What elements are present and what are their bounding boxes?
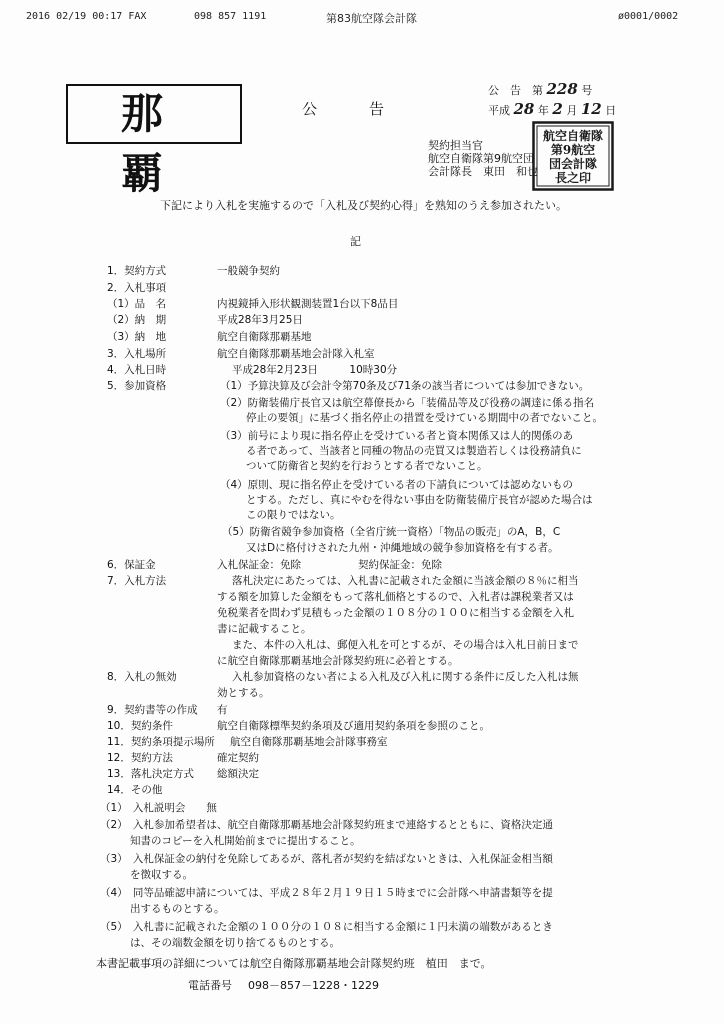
qualification-line: 停止の要領」に基づく指名停止の措置を受けている期間中の者でないこと。: [246, 412, 603, 424]
qualification-line: ついて防衛省と契約を行おうとする者でないこと。: [246, 460, 488, 472]
qualification-line: とする。ただし、真にやむを得ない事由を防衛装備庁長官が認めた場合は: [246, 494, 593, 506]
item-label: 4．入札日時: [107, 364, 167, 376]
bid-method-label: 7．入札方法: [107, 575, 167, 587]
qualification-line: （5）防衛省競争参加資格（全省庁統一資格）「物品の販売」のA，B，C: [222, 526, 561, 538]
naha-stamp: [66, 84, 242, 198]
bid-method-line: 落札決定にあたっては、入札書に記載された金額に当該金額の８％に相当: [232, 575, 579, 587]
qualification-line: （2）防衛装備庁長官又は航空幕僚長から「装備品等及び役務の調達に係る指名: [220, 397, 595, 409]
other-line: は、その端数金額を切り捨てるものとする。: [130, 937, 340, 949]
officer-title: 契約担当官: [428, 139, 483, 152]
footer-tel: 098－857－1228・1229: [248, 979, 379, 992]
item-label: 10．契約条件: [107, 720, 173, 732]
notice-month-unit: 月: [566, 104, 578, 117]
item-value: 航空自衛隊那覇基地会計隊入札室: [217, 348, 375, 360]
other-line: 知書のコピーを入札開始前までに提出すること。: [130, 835, 361, 847]
notice-month: 2: [552, 100, 563, 118]
item-value: 有: [217, 704, 228, 716]
bid-method-line: する額を加算した金額をもって落札価格とするので、入札者は課税業者又は: [217, 591, 574, 603]
notice-day-unit: 日: [605, 104, 617, 117]
notice-date: [488, 100, 616, 118]
officer-name: 会計隊長 東田 和也: [428, 165, 538, 178]
footer-contact: 本書記載事項の詳細については航空自衛隊那覇基地会計隊契約班 植田 まで。: [96, 957, 492, 970]
footer-tel-label: 電話番号: [188, 979, 232, 992]
seal-line-4: 長之印: [554, 171, 592, 185]
item-label: 1．契約方式: [107, 265, 167, 277]
fax-sender: 第83航空隊会計隊: [326, 12, 417, 25]
other-line: （1） 入札説明会 無: [100, 802, 217, 814]
item-label: 12．契約方法: [107, 752, 173, 764]
other-line: （4） 同等品確認申請については、平成２８年２月１９日１５時までに会計隊へ申請書類等を提: [100, 887, 553, 899]
naha-stamp-text: 那 覇: [120, 89, 187, 198]
item-label: 14．その他: [107, 784, 163, 796]
deposit-contract: 契約保証金：免除: [358, 559, 442, 571]
deposit-bid: 入札保証金：免除: [217, 559, 301, 571]
deposit-label: 6．保証金: [107, 559, 156, 571]
notice-prefix: 公 告 第: [488, 84, 543, 97]
item-value: 航空自衛隊那覇基地会計隊事務室: [230, 736, 388, 748]
bid-method-line: 書に記載すること。: [217, 623, 312, 635]
item-label: 9．契約書等の作成: [107, 704, 198, 716]
fax-datetime: 2016 02/19 00:17 FAX: [26, 11, 147, 22]
item-value: 平成28年3月25日: [217, 314, 303, 326]
other-line: （3） 入札保証金の納付を免除してあるが、落札者が契約を結ばないときは、入札保証金相当額: [100, 853, 553, 865]
other-line: （2） 入札参加希望者は、航空自衛隊那覇基地会計隊契約班まで連絡するとともに、資格決定通: [100, 819, 553, 831]
fax-number: 098 857 1191: [194, 11, 267, 22]
qualification-line: （1）予算決算及び会計令第70条及び71条の該当者については参加できない。: [220, 380, 590, 392]
item-label: （1）品 名: [107, 298, 167, 310]
item-label: 13．落札決定方式: [107, 768, 194, 780]
fax-page-number: ø0001/0002: [618, 11, 679, 22]
notice-year: 28: [513, 100, 535, 118]
ki-heading: 記: [350, 235, 361, 248]
item-label: 2．入札事項: [107, 282, 167, 294]
qualification-line: この限りではない。: [246, 509, 341, 521]
bid-method-line: また、本件の入札は、郵便入札を可とするが、その場合は入札日前日まで: [232, 639, 579, 651]
bid-method-line: に航空自衛隊那覇基地会計隊契約班に必着とする。: [217, 655, 459, 667]
other-line: 出するものとする。: [130, 903, 225, 915]
qualification-line: （4）原則、現に指名停止を受けている者の下請負については認めないもの: [220, 479, 573, 491]
item-value: 航空自衛隊標準契約条項及び適用契約条項を参照のこと。: [217, 720, 490, 732]
doc-title: 公告: [302, 100, 437, 118]
item-label: （2）納 期: [107, 314, 167, 326]
seal-line-1: 航空自衛隊: [542, 129, 604, 143]
item-label: （3）納 地: [107, 331, 167, 343]
other-line: を徴収する。: [130, 869, 193, 881]
item-value: 航空自衛隊那覇基地: [217, 331, 312, 343]
notice-era: 平成: [488, 104, 510, 117]
item-value: 総額決定: [217, 768, 259, 780]
other-line: （5） 入札書に記載された金額の１００分の１０８に相当する金額に１円未満の端数があるとき: [100, 921, 553, 933]
invalid-line: 入札参加資格のない者による入札及び入札に関する条件に反した入札は無: [232, 671, 579, 683]
item-value: 平成28年2月23日 10時30分: [232, 364, 398, 376]
notice-number: [488, 80, 592, 98]
notice-number-value: 228: [546, 80, 578, 98]
notice-day: 12: [580, 100, 602, 118]
item-label: 3．入札場所: [107, 348, 167, 360]
item-label: 11．契約条項提示場所: [107, 736, 215, 748]
qualification-line: （3）前号により現に指名停止を受けている者と資本関係又は人的関係のあ: [220, 430, 574, 442]
item-value: 内視鏡挿入形状観測装置1台以下8品目: [217, 298, 399, 310]
notice-suffix: 号: [581, 84, 593, 97]
invalid-line: 効とする。: [217, 687, 270, 699]
seal-line-2: 第9航空: [550, 143, 596, 157]
seal-line-3: 団会計隊: [548, 157, 598, 171]
item-value: 一般競争契約: [217, 265, 280, 277]
intro-text: 下記により入札を実施するので「入札及び契約心得」を熟知のうえ参加されたい。: [160, 199, 567, 212]
invalid-label: 8．入札の無効: [107, 671, 177, 683]
qualification-line: 又はDに格付けされた九州・沖縄地域の競争参加資格を有する者。: [246, 542, 559, 554]
officer-unit: 航空自衛隊第9航空団: [428, 152, 534, 165]
item-value: 確定契約: [217, 752, 259, 764]
notice-year-unit: 年: [537, 104, 549, 117]
official-seal: [532, 121, 614, 191]
item-label: 5．参加資格: [107, 380, 167, 392]
qualification-line: る者であって、当該者と同種の物品の売買又は製造若しくは役務請負に: [246, 445, 582, 457]
bid-method-line: 免税業者を問わず見積もった金額の１０８分の１００に相当する金額を入札: [217, 607, 574, 619]
